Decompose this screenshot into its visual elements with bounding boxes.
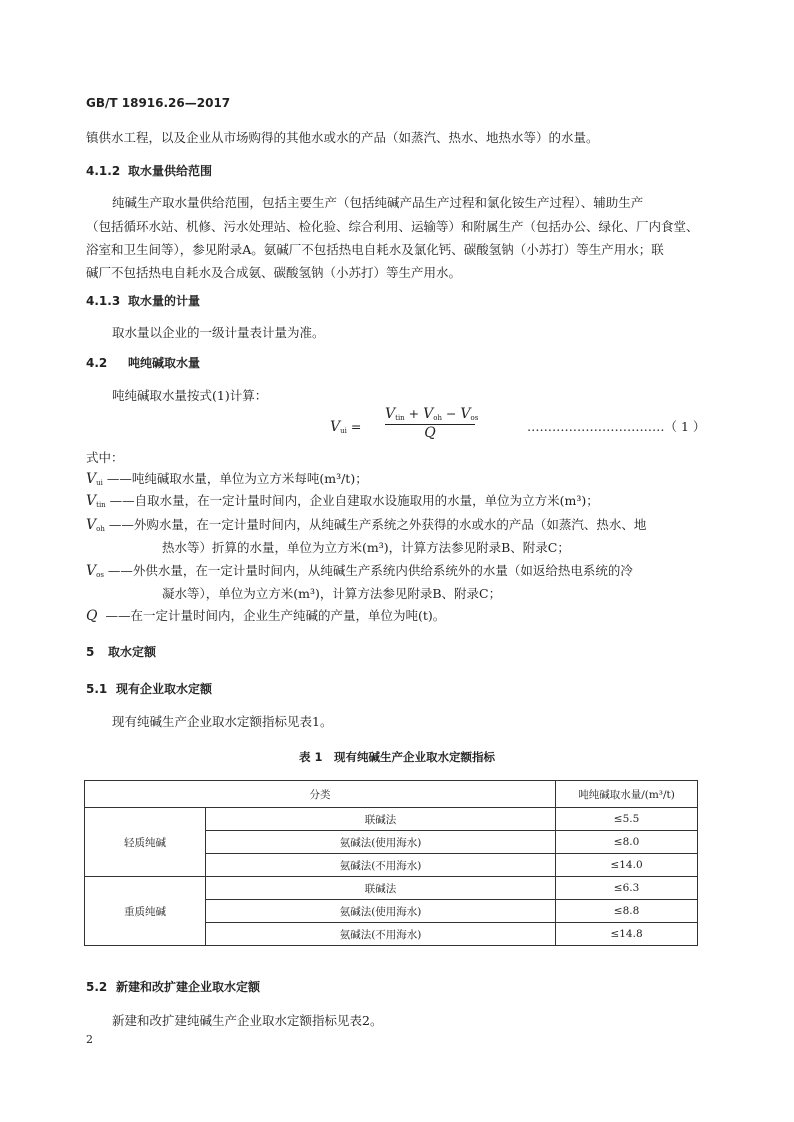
var: V [460,406,471,422]
definition [86,471,368,491]
definition-continued: 热水等）折算的水量，单位为立方米(m³)，计算方法参见附录B、附录C； [162,540,570,555]
sub: ui [340,427,347,435]
section-number: 4.1.2 [86,164,121,178]
var: V [86,563,97,579]
section-heading-4-1-3 [86,293,200,309]
var: Q [86,608,98,624]
definition [86,563,633,583]
method: 氨碱法(使用海水) [206,900,556,923]
quota: ≤8.8 [556,900,698,923]
section-title: 取水量的计量 [128,294,201,308]
sub: tin [395,414,405,422]
method: 联碱法 [206,808,556,831]
section-title: 吨纯碱取水量 [128,356,201,370]
definition-text: ——外购水量，在一定计量时间内，从纯碱生产系统之外获得的水或水的产品（如蒸汽、热水、地 [108,517,647,532]
var: V [86,471,97,487]
var: V [423,406,434,422]
paragraph-line: （包括循环水站、机修、污水处理站、检化验、综合利用、运输等）和附属生产（包括办公、绿化、厂内食堂、 [86,219,699,234]
paragraph: 镇供水工程，以及企业从市场购得的其他水或水的产品（如蒸汽、热水、地热水等）的水量。 [86,130,599,145]
paragraph: 新建和改扩建纯碱生产企业取水定额指标见表2。 [112,1013,383,1028]
op: + [404,406,424,421]
numerator [385,406,479,425]
section-heading-5 [86,644,156,660]
formula-lhs [330,419,361,435]
method: 氨碱法(使用海水) [206,831,556,854]
var: V [86,517,97,533]
section-number: 5.2 [86,980,108,994]
section-heading-5-1 [86,681,212,697]
definition-text: ——外供水量，在一定计量时间内，从纯碱生产系统内供给系统外的水量（如返给热电系统的冷 [107,563,633,578]
quota: ≤8.0 [556,831,698,854]
paragraph: 取水量以企业的一级计量表计量为准。 [112,325,325,340]
section-title: 取水定额 [108,645,157,659]
var: V [86,493,97,509]
section-number: 4.2 [86,356,108,370]
section-title: 取水量供给范围 [128,164,213,178]
equals: = [346,419,362,434]
var-v: V [330,419,341,435]
quota: ≤14.0 [556,854,698,877]
paragraph-line: 纯碱生产取水量供给范围，包括主要生产（包括纯碱产品生产过程和氯化铵生产过程）、辅助生产 [112,195,644,210]
header-quota: 吨纯碱取水量/(m³/t) [556,781,698,808]
denominator: Q [424,425,436,441]
formula-fraction [385,406,479,441]
group-name: 重质纯碱 [85,877,206,946]
section-number: 5.1 [86,682,108,696]
sub: ui [96,479,103,487]
where-label: 式中： [86,450,124,465]
definition-text: ——在一定计量时间内，企业生产纯碱的产量，单位为吨(t)。 [105,608,446,623]
definition-text: ——自取水量，在一定计量时间内，企业自建取水设施取用的水量，单位为立方米(m³)； [109,493,599,508]
sub: oh [433,414,442,422]
var: V [385,406,396,422]
table-row [85,877,698,900]
formula-number: ……………………………（ 1 ） [527,419,706,434]
section-heading-4-2 [86,355,200,371]
section-title: 新建和改扩建企业取水定额 [116,980,261,994]
sub: oh [96,525,105,533]
page-number: 2 [86,1033,93,1046]
group-name: 轻质纯碱 [85,808,206,877]
quota: ≤14.8 [556,923,698,946]
definition [86,608,445,624]
definition-text: ——吨纯碱取水量，单位为立方米每吨(m³/t)； [106,471,368,486]
table-title: 表 1 现有纯碱生产企业取水定额指标 [298,750,495,764]
quota: ≤6.3 [556,877,698,900]
method: 氨碱法(不用海水) [206,854,556,877]
table-header-row [85,781,698,808]
quota: ≤5.5 [556,808,698,831]
method: 联碱法 [206,877,556,900]
standard-code: GB/T 18916.26—2017 [86,96,231,110]
table-row [85,808,698,831]
section-heading-5-2 [86,979,260,995]
method: 氨碱法(不用海水) [206,923,556,946]
sub: os [96,571,104,579]
definition [86,493,599,513]
water-quota-table [84,780,698,946]
definition-continued: 凝水等），单位为立方米(m³)，计算方法参见附录B、附录C； [162,586,502,601]
paragraph: 现有纯碱生产企业取水定额指标见表1。 [112,714,333,729]
paragraph-line: 碱厂不包括热电自耗水及合成氨、碳酸氢钠（小苏打）等生产用水。 [86,265,462,280]
sub: os [470,414,479,422]
sub: tin [96,501,106,509]
section-number: 5 [86,645,95,659]
definition [86,517,646,537]
section-number: 4.1.3 [86,294,121,308]
paragraph-line: 浴室和卫生间等），参见附录A。氨碱厂不包括热电自耗水及氯化钙、碳酸氢钠（小苏打）等生产用水；联 [86,242,664,257]
paragraph: 吨纯碱取水量按式(1)计算： [112,388,268,403]
section-title: 现有企业取水定额 [116,682,213,696]
header-category: 分类 [85,781,556,808]
section-heading-4-1-2 [86,163,212,179]
op: − [441,406,461,421]
